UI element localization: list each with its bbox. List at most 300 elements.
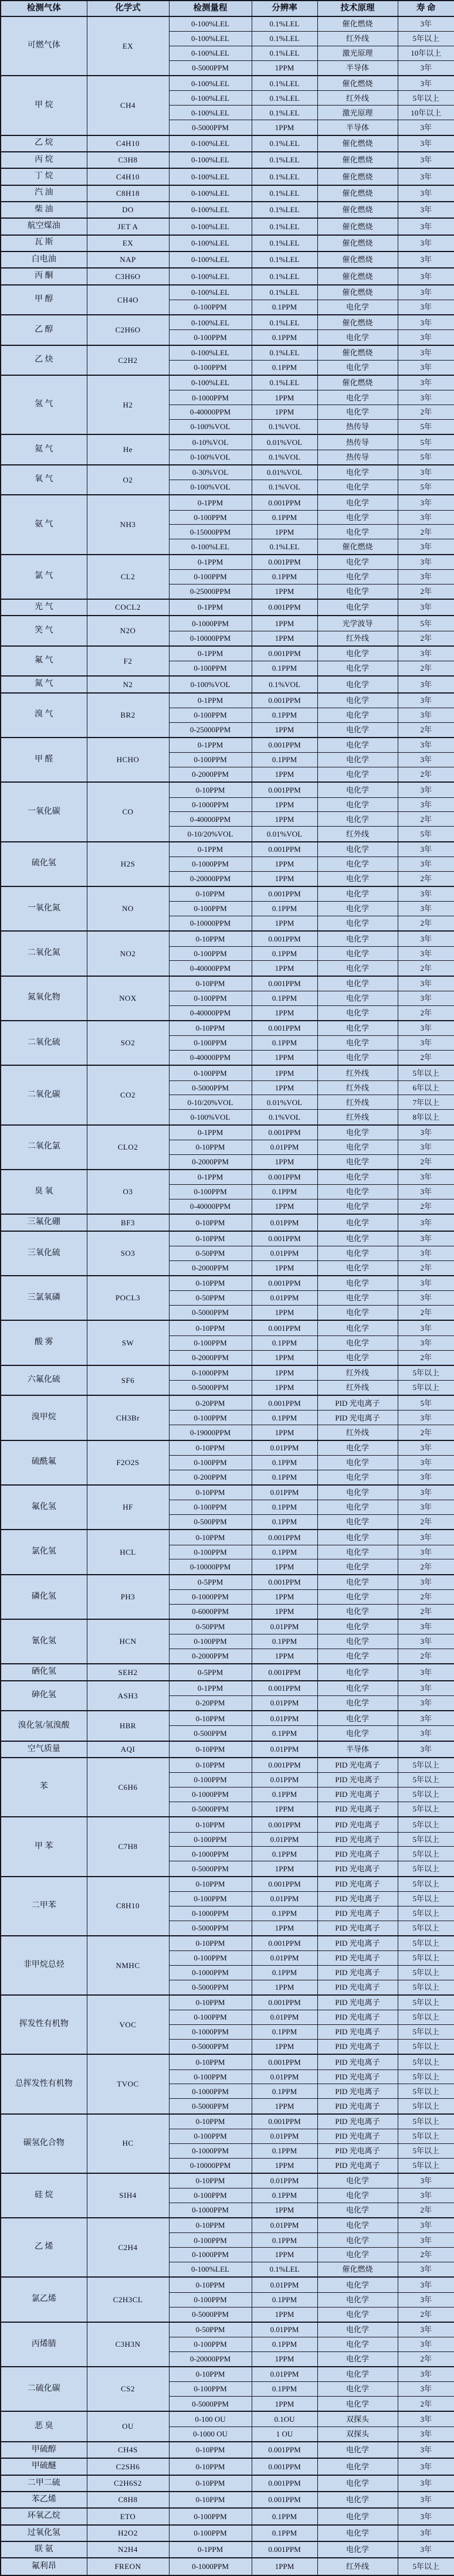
resolution-cell: 0.1PPM (252, 2188, 317, 2203)
spec-row (1, 1936, 454, 1951)
range-cell: 0-100PPM (169, 946, 252, 961)
spec-row (1, 1214, 454, 1231)
resolution-cell: 1PPM (252, 2397, 317, 2412)
range-cell: 0-40000PPM (169, 1005, 252, 1021)
spec-row (1, 1741, 454, 1758)
resolution-cell: 0.01PPM (252, 2277, 317, 2292)
spec-row (1, 268, 454, 284)
gas-name-cell: 氰化氢 (1, 1619, 87, 1664)
life-cell: 5年 (398, 1395, 454, 1411)
resolution-cell: 0.1%LEL (252, 185, 317, 202)
gas-name-cell: 二氧化碳 (1, 1065, 87, 1124)
principle-cell: PID 光电离子 (317, 1995, 398, 2010)
life-cell: 2年 (398, 631, 454, 646)
resolution-cell: 0.01%VOL (252, 827, 317, 842)
range-cell: 0-10PPM (169, 2218, 252, 2233)
range-cell: 0-10%VOL (169, 434, 252, 450)
life-cell: 3年 (398, 16, 454, 32)
range-cell: 0-10/20%VOL (169, 827, 252, 842)
principle-cell: 红外线 (317, 1365, 398, 1381)
resolution-cell: 0.1PPM (252, 1965, 317, 1980)
gas-name-cell: 氯化氢 (1, 1530, 87, 1574)
principle-cell: 激光原理 (317, 106, 398, 120)
resolution-cell: 0.1%VOL (252, 450, 317, 465)
principle-cell: 电化学 (317, 2307, 398, 2322)
resolution-cell: 0.01PPM (252, 1291, 317, 1306)
range-cell: 0-10/20%VOL (169, 1095, 252, 1110)
gas-name-cell: 二甲二硫 (1, 2475, 87, 2492)
principle-cell: 光学波导 (317, 616, 398, 631)
formula-cell: SIH4 (87, 2173, 169, 2218)
life-cell: 3年 (398, 2382, 454, 2397)
spec-row (1, 1995, 454, 2010)
range-cell: 0-1000PPM (169, 2558, 252, 2575)
resolution-cell: 1PPM (252, 2158, 317, 2173)
formula-cell: F2O2S (87, 1440, 169, 1485)
principle-cell: 电化学 (317, 976, 398, 991)
range-cell: 0-100PPM (169, 2292, 252, 2307)
gas-name-cell: 硒化氢 (1, 1664, 87, 1680)
gas-name-cell: 溴化氢/氢溴酸 (1, 1711, 87, 1741)
resolution-cell: 0.001PPM (252, 1995, 317, 2010)
resolution-cell: 1PPM (252, 1559, 317, 1575)
principle-cell: 双探头 (317, 2427, 398, 2442)
formula-cell: SEH2 (87, 1664, 169, 1680)
formula-cell: FREON (87, 2558, 169, 2575)
spec-row (1, 152, 454, 168)
life-cell: 2年 (398, 871, 454, 886)
gas-name-cell: 氯乙烯 (1, 2277, 87, 2322)
principle-cell: 电化学 (317, 2351, 398, 2367)
life-cell: 3年 (398, 738, 454, 753)
life-cell: 3年 (398, 345, 454, 361)
range-cell: 0-100PPM (169, 1832, 252, 1847)
spec-row (1, 495, 454, 510)
formula-cell: SO3 (87, 1231, 169, 1276)
principle-cell: 电化学 (317, 693, 398, 708)
life-cell: 5年 (398, 616, 454, 631)
range-cell: 0-100PPM (169, 753, 252, 767)
formula-cell: N2H4 (87, 2541, 169, 2558)
formula-cell: TVOC (87, 2054, 169, 2113)
principle-cell: PID 光电离子 (317, 1832, 398, 1847)
range-cell: 0-100%LEL (169, 202, 252, 218)
resolution-cell: 1PPM (252, 1260, 317, 1276)
resolution-cell: 0.01PPM (252, 1140, 317, 1154)
resolution-cell: 1PPM (252, 2099, 317, 2114)
range-cell: 0-100PPM (169, 2233, 252, 2248)
spec-row (1, 2508, 454, 2524)
life-cell: 3年 (398, 2475, 454, 2492)
principle-cell: 催化燃烧 (317, 285, 398, 300)
principle-cell: 电化学 (317, 1170, 398, 1185)
range-cell: 0-100PPM (169, 1036, 252, 1051)
resolution-cell: 0.001PPM (252, 599, 317, 616)
resolution-cell: 1PPM (252, 120, 317, 135)
principle-cell: 催化燃烧 (317, 202, 398, 218)
range-cell: 0-30%VOL (169, 465, 252, 480)
formula-cell: SO2 (87, 1021, 169, 1065)
range-cell: 0-20PPM (169, 1395, 252, 1411)
resolution-cell: 1PPM (252, 61, 317, 76)
spec-row (1, 1575, 454, 1590)
formula-cell: AQI (87, 1741, 169, 1758)
resolution-cell: 0.1%LEL (252, 76, 317, 91)
principle-cell: 电化学 (317, 1291, 398, 1306)
resolution-cell: 0.01PPM (252, 1832, 317, 1847)
range-cell: 0-100PPM (169, 1411, 252, 1425)
range-cell: 0-100%LEL (169, 252, 252, 268)
resolution-cell: 0.1PPM (252, 1411, 317, 1425)
gas-name-cell: 丙 酮 (1, 268, 87, 284)
range-cell: 0-10PPM (169, 2492, 252, 2508)
range-cell: 0-1PPM (169, 1681, 252, 1696)
range-cell: 0-100%VOL (169, 676, 252, 692)
table-header (1, 1, 454, 16)
spec-row (1, 1681, 454, 1696)
principle-cell: 电化学 (317, 1634, 398, 1649)
range-cell: 0-1PPM (169, 2541, 252, 2558)
principle-cell: 电化学 (317, 1681, 398, 1696)
resolution-cell: 0.001PPM (252, 1320, 317, 1335)
range-cell: 0-100PPM (169, 2069, 252, 2084)
range-cell: 0-5000PPM (169, 2040, 252, 2055)
life-cell: 3年 (398, 2188, 454, 2203)
resolution-cell: 1PPM (252, 767, 317, 783)
range-cell: 0-100PPM (169, 1891, 252, 1906)
life-cell: 5年 (398, 420, 454, 435)
range-cell: 0-20000PPM (169, 2351, 252, 2367)
range-cell: 0-100%LEL (169, 46, 252, 61)
principle-cell: 电化学 (317, 2188, 398, 2203)
range-cell: 0-10PPM (169, 1711, 252, 1726)
range-cell: 0-1000PPM (169, 797, 252, 812)
gas-name-cell: 乙 醇 (1, 315, 87, 345)
life-cell: 5年以上 (398, 2558, 454, 2575)
gas-name-cell: 二氧化氮 (1, 931, 87, 976)
principle-cell: PID 光电离子 (317, 1802, 398, 1817)
range-cell: 0-100%LEL (169, 539, 252, 555)
principle-cell: 电化学 (317, 330, 398, 345)
spec-row (1, 1231, 454, 1246)
spec-row (1, 2492, 454, 2508)
range-cell: 0-10PPM (169, 1140, 252, 1154)
life-cell: 3年 (398, 1455, 454, 1470)
principle-cell: 电化学 (317, 646, 398, 661)
life-cell: 5年 (398, 434, 454, 450)
principle-cell: 电化学 (317, 1440, 398, 1456)
principle-cell: PID 光电离子 (317, 2099, 398, 2114)
resolution-cell: 1PPM (252, 797, 317, 812)
col-header-resolution: 分辨率 (252, 1, 317, 16)
range-cell: 0-100%VOL (169, 450, 252, 465)
range-cell: 0-10PPM (169, 782, 252, 797)
principle-cell: 电化学 (317, 842, 398, 857)
formula-cell: JET A (87, 218, 169, 235)
formula-cell: NMHC (87, 1936, 169, 1995)
principle-cell: 电化学 (317, 569, 398, 584)
life-cell: 3年 (398, 2525, 454, 2541)
life-cell: 5年 (398, 450, 454, 465)
gas-name-cell: 挥发性有机物 (1, 1995, 87, 2054)
life-cell: 3年 (398, 1411, 454, 1425)
life-cell: 2年 (398, 1559, 454, 1575)
range-cell: 0-100PPM (169, 1500, 252, 1515)
resolution-cell: 1PPM (252, 1861, 317, 1877)
life-cell: 3年 (398, 599, 454, 616)
principle-cell: 电化学 (317, 1051, 398, 1066)
life-cell: 3年 (398, 252, 454, 268)
life-cell: 5年以上 (398, 1861, 454, 1877)
range-cell: 0-25000PPM (169, 584, 252, 599)
range-cell: 0-10PPM (169, 1485, 252, 1500)
resolution-cell: 1PPM (252, 2307, 317, 2322)
spec-row (1, 2411, 454, 2427)
spec-row (1, 2367, 454, 2382)
spec-row (1, 976, 454, 991)
principle-cell: 电化学 (317, 465, 398, 480)
spec-row (1, 1485, 454, 1500)
range-cell: 0-100%LEL (169, 235, 252, 252)
resolution-cell: 0.001PPM (252, 2475, 317, 2492)
formula-cell: CH4 (87, 76, 169, 135)
life-cell: 3年 (398, 991, 454, 1005)
formula-cell: CL2 (87, 555, 169, 599)
range-cell: 0-50PPM (169, 2322, 252, 2337)
range-cell: 0-100PPM (169, 2010, 252, 2025)
life-cell: 3年 (398, 1470, 454, 1485)
life-cell: 5年以上 (398, 2143, 454, 2158)
life-cell: 3年 (398, 1545, 454, 1559)
principle-cell: 电化学 (317, 1589, 398, 1604)
gas-name-cell: 氨 气 (1, 495, 87, 554)
formula-cell: SW (87, 1320, 169, 1365)
life-cell: 2年 (398, 961, 454, 976)
spec-row (1, 599, 454, 616)
resolution-cell: 0.1PPM (252, 2382, 317, 2397)
principle-cell: 电化学 (317, 1695, 398, 1711)
range-cell: 0-10PPM (169, 2054, 252, 2069)
range-cell: 0-100%LEL (169, 345, 252, 361)
range-cell: 0-10PPM (169, 976, 252, 991)
resolution-cell: 0.1%LEL (252, 285, 317, 300)
range-cell: 0-1000PPM (169, 2203, 252, 2218)
life-cell: 3年 (398, 235, 454, 252)
range-cell: 0-100%LEL (169, 32, 252, 46)
formula-cell: He (87, 434, 169, 464)
spec-row (1, 738, 454, 753)
gas-name-cell: 臭 氧 (1, 1170, 87, 1214)
spec-row (1, 1877, 454, 1892)
principle-cell: 电化学 (317, 708, 398, 722)
life-cell: 3年 (398, 360, 454, 375)
life-cell: 3年 (398, 1320, 454, 1335)
range-cell: 0-100PPM (169, 661, 252, 677)
life-cell: 2年 (398, 1649, 454, 1664)
formula-cell: H2S (87, 842, 169, 886)
gas-name-cell: 二硫化碳 (1, 2367, 87, 2411)
range-cell: 0-100PPM (169, 330, 252, 345)
range-cell: 0-1000PPM (169, 1787, 252, 1802)
range-cell: 0-10PPM (169, 1936, 252, 1951)
life-cell: 5年以上 (398, 2084, 454, 2099)
life-cell: 3年 (398, 202, 454, 218)
life-cell: 3年 (398, 375, 454, 390)
range-cell: 0-1PPM (169, 555, 252, 570)
spec-row (1, 1619, 454, 1634)
spec-row (1, 886, 454, 902)
principle-cell: 电化学 (317, 599, 398, 616)
life-cell: 3年 (398, 510, 454, 525)
resolution-cell: 0.001PPM (252, 1276, 317, 1291)
range-cell: 0-10PPM (169, 1877, 252, 1892)
principle-cell: 红外线 (317, 91, 398, 106)
range-cell: 0-5PPM (169, 1664, 252, 1680)
resolution-cell: 0.1PPM (252, 360, 317, 375)
resolution-cell: 0.1PPM (252, 1185, 317, 1199)
principle-cell: PID 光电离子 (317, 1861, 398, 1877)
formula-cell: POCL3 (87, 1276, 169, 1320)
resolution-cell: 0.1%LEL (252, 91, 317, 106)
resolution-cell: 0.1PPM (252, 2337, 317, 2352)
range-cell: 0-10PPM (169, 2367, 252, 2382)
principle-cell: 电化学 (317, 2397, 398, 2412)
gas-name-cell: 氧 气 (1, 465, 87, 495)
formula-cell: HCN (87, 1619, 169, 1664)
formula-cell: F2 (87, 646, 169, 676)
life-cell: 3年 (398, 495, 454, 510)
life-cell: 3年 (398, 693, 454, 708)
resolution-cell: 1PPM (252, 1154, 317, 1170)
spec-row (1, 782, 454, 797)
life-cell: 2年 (398, 584, 454, 599)
gas-name-cell: 丙烯腈 (1, 2322, 87, 2367)
life-cell: 5年以上 (398, 1802, 454, 1817)
spec-row (1, 76, 454, 91)
range-cell: 0-40000PPM (169, 405, 252, 420)
resolution-cell: 0.01PPM (252, 1214, 317, 1231)
resolution-cell: 0.01PPM (252, 2322, 317, 2337)
range-cell: 0-10PPM (169, 931, 252, 946)
resolution-cell: 0.001PPM (252, 738, 317, 753)
resolution-cell: 0.1%LEL (252, 135, 317, 152)
range-cell: 0-5000PPM (169, 1080, 252, 1095)
principle-cell: 电化学 (317, 360, 398, 375)
life-cell: 5年以上 (398, 1936, 454, 1951)
life-cell: 2年 (398, 2397, 454, 2412)
gas-name-cell: 碳氢化合物 (1, 2114, 87, 2173)
life-cell: 10年以上 (398, 46, 454, 61)
resolution-cell: 0.1%LEL (252, 16, 317, 32)
principle-cell: 电化学 (317, 2292, 398, 2307)
resolution-cell: 0.01PPM (252, 2010, 317, 2025)
resolution-cell: 0.1PPM (252, 330, 317, 345)
life-cell: 3年 (398, 2427, 454, 2442)
col-header-principle: 技术原理 (317, 1, 398, 16)
principle-cell: PID 光电离子 (317, 2114, 398, 2129)
life-cell: 3年 (398, 1711, 454, 1726)
spec-row (1, 185, 454, 202)
range-cell: 0-100%LEL (169, 16, 252, 32)
principle-cell: 催化燃烧 (317, 218, 398, 235)
resolution-cell: 0.01%VOL (252, 434, 317, 450)
resolution-cell: 1PPM (252, 916, 317, 932)
principle-cell: 电化学 (317, 480, 398, 495)
gas-name-cell: 三氟化硼 (1, 1214, 87, 1231)
range-cell: 0-19000PPM (169, 1425, 252, 1440)
resolution-cell: 1PPM (252, 1051, 317, 1066)
life-cell: 5年以上 (398, 1773, 454, 1787)
life-cell: 5年以上 (398, 1995, 454, 2010)
principle-cell: 电化学 (317, 1604, 398, 1619)
range-cell: 0-5000PPM (169, 1381, 252, 1396)
spec-row (1, 1320, 454, 1335)
principle-cell: 电化学 (317, 2382, 398, 2397)
range-cell: 0-100PPM (169, 1773, 252, 1787)
life-cell: 3年 (398, 857, 454, 871)
resolution-cell: 0.01PPM (252, 2367, 317, 2382)
gas-name-cell: 氢 气 (1, 375, 87, 434)
spec-row (1, 375, 454, 390)
principle-cell: 激光原理 (317, 46, 398, 61)
range-cell: 0-1PPM (169, 495, 252, 510)
life-cell: 3年 (398, 1695, 454, 1711)
life-cell: 3年 (398, 1681, 454, 1696)
life-cell: 2年 (398, 916, 454, 932)
life-cell: 3年 (398, 753, 454, 767)
resolution-cell: 0.1PPM (252, 708, 317, 722)
resolution-cell: 1PPM (252, 1425, 317, 1440)
range-cell: 0-10PPM (169, 1440, 252, 1456)
life-cell: 3年 (398, 2492, 454, 2508)
life-cell: 2年 (398, 1005, 454, 1021)
principle-cell: 电化学 (317, 2508, 398, 2524)
range-cell: 0-5000PPM (169, 2307, 252, 2322)
range-cell: 0-100%LEL (169, 375, 252, 390)
life-cell: 5年以上 (398, 1951, 454, 1966)
formula-cell: N2O (87, 616, 169, 645)
resolution-cell: 0.001PPM (252, 1936, 317, 1951)
life-cell: 3年 (398, 135, 454, 152)
principle-cell: 电化学 (317, 1711, 398, 1726)
life-cell: 3年 (398, 2411, 454, 2427)
life-cell: 3年 (398, 1575, 454, 1590)
life-cell: 2年 (398, 1051, 454, 1066)
principle-cell: 电化学 (317, 1726, 398, 1741)
principle-cell: 电化学 (317, 722, 398, 738)
gas-name-cell: 总挥发性有机物 (1, 2054, 87, 2113)
range-cell: 0-10PPM (169, 1758, 252, 1773)
principle-cell: 电化学 (317, 1515, 398, 1530)
life-cell: 3年 (398, 1726, 454, 1741)
resolution-cell: 0.1PPM (252, 1787, 317, 1802)
principle-cell: PID 光电离子 (317, 1847, 398, 1861)
range-cell: 0-1000PPM (169, 1906, 252, 1921)
resolution-cell: 0.1PPM (252, 991, 317, 1005)
formula-cell: C3H3N (87, 2322, 169, 2367)
principle-cell: 电化学 (317, 1199, 398, 1215)
principle-cell: 红外线 (317, 1080, 398, 1095)
principle-cell: 电化学 (317, 2492, 398, 2508)
resolution-cell: 0.01%VOL (252, 465, 317, 480)
life-cell: 5年 (398, 827, 454, 842)
range-cell: 0-100PPM (169, 1065, 252, 1080)
principle-cell: 电化学 (317, 1575, 398, 1590)
range-cell: 0-1000PPM (169, 2084, 252, 2099)
range-cell: 0-100PPM (169, 569, 252, 584)
principle-cell: PID 光电离子 (317, 2025, 398, 2040)
spec-row (1, 555, 454, 570)
